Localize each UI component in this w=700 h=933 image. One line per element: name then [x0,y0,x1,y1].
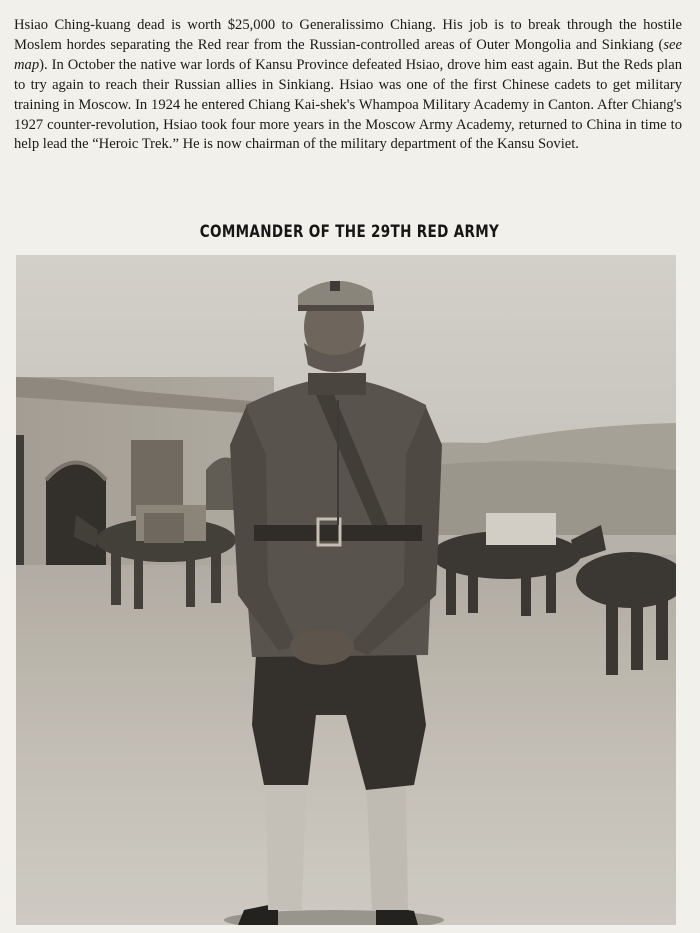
map-reference: see map [14,36,682,73]
photo-caption: COMMANDER OF THE 29TH RED ARMY [199,222,500,241]
paragraph-text-before-map: Hsiao Ching-kuang dead is worth $25,000 to Generalissimo Chiang. His job is to break through the hostile Moslem hordes separating the Red rear from the Russian-controlled areas of Outer Mongolia and Sinkiang ( [14,17,682,53]
commander-photograph [16,255,676,925]
paragraph-text-after-map: ). In October the native war lords of Kansu Province defeated Hsiao, drove him east again. But the Reds plan to try again to reach their Russian allies in Sinkiang. Hsiao was one of the first Chinese cadets to get military training in Moscow. In 1924 he entered Chiang Kai-shek's Whampoa Military Academy in Canton. After Chiang's 1927 counter-revolution, Hsiao took four more years in the Moscow Army Academy, returned to China in time to help lead the “Heroic Trek.” He is now chairman of the military department of the Kansu Soviet. [14,56,682,153]
article-paragraph [14,16,682,155]
